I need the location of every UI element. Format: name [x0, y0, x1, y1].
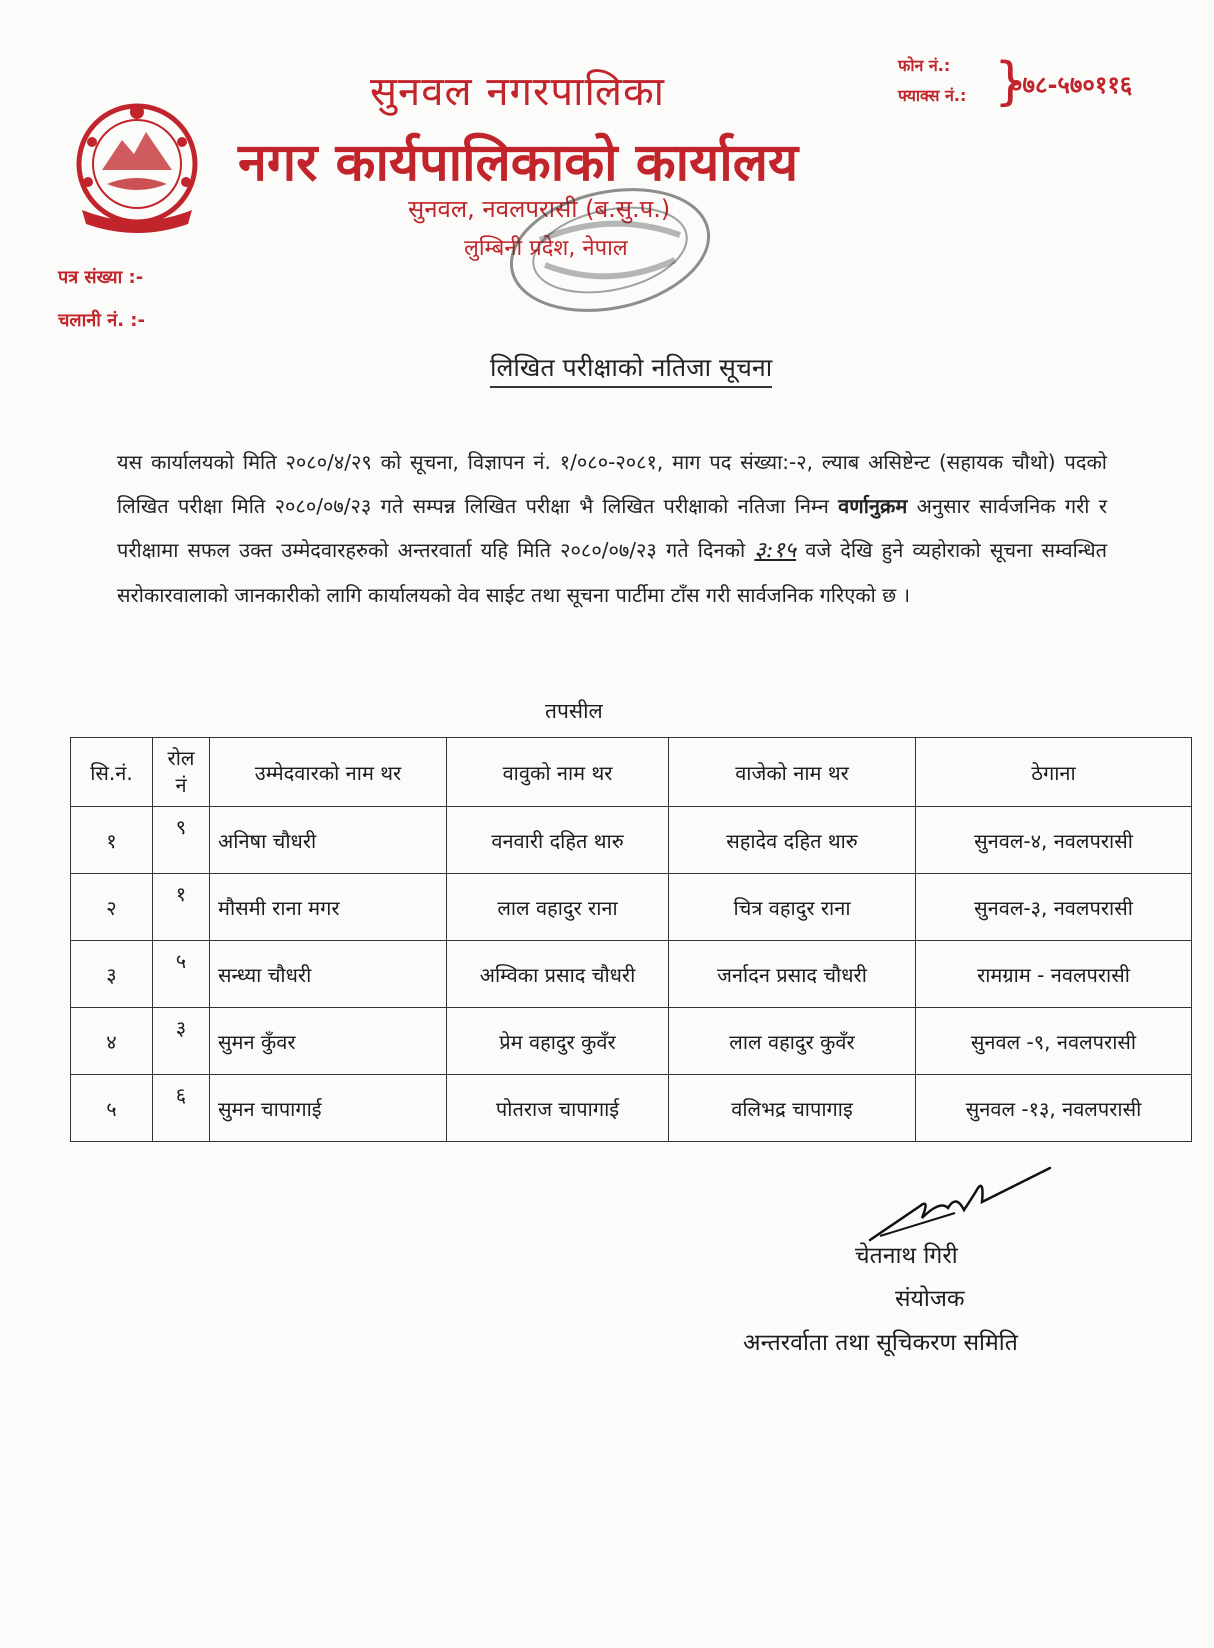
cell-address: सुनवल-४, नवलपरासी: [916, 807, 1192, 874]
cell-grandfather: सहादेव दहित थारु: [669, 807, 916, 874]
cell-father: अम्विका प्रसाद चौधरी: [447, 941, 669, 1008]
cell-sn: ४: [71, 1008, 153, 1075]
cell-address: सुनवल -९, नवलपरासी: [916, 1008, 1192, 1075]
cell-name: सुमन कुँवर: [210, 1008, 447, 1075]
cell-sn: २: [71, 874, 153, 941]
cell-grandfather: चित्र वहादुर राना: [669, 874, 916, 941]
cell-father: वनवारी दहित थारु: [447, 807, 669, 874]
office-stamp-icon: [500, 180, 720, 320]
cell-roll: ६: [153, 1075, 210, 1142]
handwritten-time: ३:१५: [754, 538, 797, 563]
details-label: तपसील: [545, 699, 603, 723]
cell-name: सन्ध्या चौधरी: [210, 941, 447, 1008]
table-row: [71, 941, 1192, 1008]
table-row: [71, 874, 1192, 941]
table-row: [71, 807, 1192, 874]
office-address: सुनवल, नवलपरासी (ब.सु.प.): [408, 195, 671, 223]
cell-name: सुमन चापागाई: [210, 1075, 447, 1142]
cell-roll: ९: [153, 807, 210, 874]
cell-grandfather: वलिभद्र चापागाइ: [669, 1075, 916, 1142]
signature-icon: [860, 1158, 1060, 1248]
cell-name: मौसमी राना मगर: [210, 874, 447, 941]
cell-sn: १: [71, 807, 153, 874]
cell-grandfather: लाल वहादुर कुवँर: [669, 1008, 916, 1075]
cell-name: अनिषा चौधरी: [210, 807, 447, 874]
phone-label: फोन नं.:: [898, 56, 951, 75]
cell-roll: ३: [153, 1008, 210, 1075]
signatory-name: चेतनाथ गिरी: [855, 1243, 958, 1269]
brace-icon: }: [994, 52, 1028, 112]
office-province: लुम्बिनी प्रदेश, नेपाल: [464, 236, 628, 261]
cell-address: सुनवल -१३, नवलपरासी: [916, 1075, 1192, 1142]
cell-address: रामग्राम - नवलपरासी: [916, 941, 1192, 1008]
cell-grandfather: जर्नादन प्रसाद चौधरी: [669, 941, 916, 1008]
signatory-post: संयोजक: [895, 1286, 965, 1312]
paragraph-emphasis: वर्णानुक्रम: [838, 494, 908, 518]
letter-number-label: पत्र संख्या :-: [58, 267, 144, 288]
notice-title: लिखित परीक्षाको नतिजा सूचना: [490, 350, 772, 388]
cell-sn: ५: [71, 1075, 153, 1142]
paragraph-part-3: वजे देखि हुने व्यहोराको सूचना सम्वन्धित सरोकारवालाको जानकारीको लागि कार्यालयको वेव साईट तथा सूचना पार्टीमा टाँस गरी सार्वजनिक गरिएको छ ।: [117, 538, 1108, 607]
signatory-committee: अन्तरर्वाता तथा सूचिकरण समिति: [743, 1330, 1018, 1356]
header-address: ठेगाना: [916, 738, 1192, 807]
dispatch-number-label: चलानी नं. :-: [58, 310, 145, 331]
header-name: उम्मेदवारको नाम थर: [210, 738, 447, 807]
municipality-name: सुनवल नगरपालिका: [370, 69, 666, 115]
table-row: [71, 1008, 1192, 1075]
cell-roll: ५: [153, 941, 210, 1008]
contact-labels: [898, 54, 966, 114]
fax-label: फ्याक्स नं.:: [898, 86, 967, 105]
paragraph-part-1: यस कार्यालयको मिति २०८०/४/२९ को सूचना, विज्ञापन नं. १/०८०-२०८१, माग पद संख्या:-२, ल्याब असिष्टेन्ट (सहायक चौथो) पदको लिखित परीक्षा मिति २०८०/०७/२३ गते सम्पन्न लिखित परीक्षा भै लिखित परीक्षाको नतिजा निम्न: [117, 450, 1107, 518]
header-father: वावुको नाम थर: [447, 738, 669, 807]
cell-roll: १: [153, 874, 210, 941]
cell-address: सुनवल-३, नवलपरासी: [916, 874, 1192, 941]
government-emblem-icon: [62, 92, 212, 242]
notice-paragraph: [117, 440, 1107, 617]
header-grandfather: वाजेको नाम थर: [669, 738, 916, 807]
cell-father: लाल वहादुर राना: [447, 874, 669, 941]
office-name: नगर कार्यपालिकाको कार्यालय: [238, 133, 799, 193]
table-header-row: [71, 738, 1192, 807]
cell-sn: ३: [71, 941, 153, 1008]
header-roll: रोल नं: [153, 738, 210, 807]
cell-father: प्रेम वहादुर कुवँर: [447, 1008, 669, 1075]
table-row: [71, 1075, 1192, 1142]
header-sn: सि.नं.: [71, 738, 153, 807]
phone-number: ०७८-५७०११६: [1010, 71, 1133, 99]
paragraph-part-2: अनुसार सार्वजनिक गरी र परीक्षामा सफल उक्त उम्मेदवारहरुको अन्तरवार्ता यहि मिति २०८०/०७/२३ गते दिनको: [117, 494, 1107, 562]
results-table: [70, 737, 1192, 1142]
cell-father: पोतराज चापागाई: [447, 1075, 669, 1142]
